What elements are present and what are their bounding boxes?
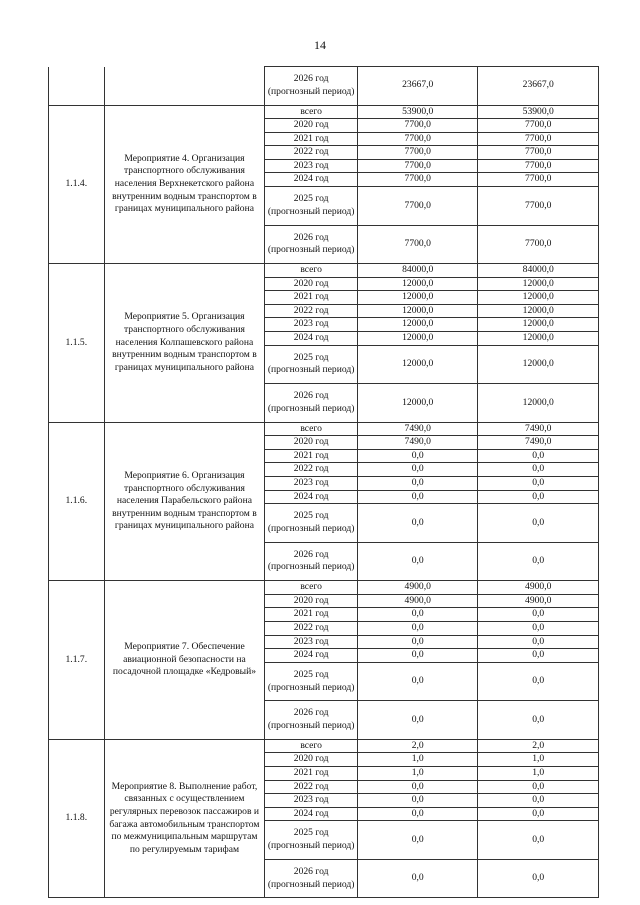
value-cell: 0,0 (357, 490, 478, 504)
value-cell: 1,0 (357, 766, 478, 780)
value-cell: 0,0 (478, 449, 599, 463)
period-label: 2021 год (265, 608, 358, 622)
period-label: 2021 год (265, 132, 358, 146)
value-cell: 0,0 (478, 662, 599, 701)
measure-number: 1.1.6. (49, 422, 105, 581)
value-cell: 12000,0 (478, 384, 599, 423)
value-cell: 1,0 (357, 753, 478, 767)
value-cell: 7490,0 (478, 422, 599, 436)
measure-description: Мероприятие 4. Организация транспортного обслуживания населения Верхнекетского района внутренним водным транспортом в границах муниципального района (104, 105, 265, 264)
value-cell: 23667,0 (357, 67, 478, 106)
period-label: 2026 год (прогнозный период) (265, 225, 358, 264)
page-number: 14 (314, 38, 326, 52)
value-cell: 7700,0 (357, 187, 478, 226)
value-cell: 0,0 (478, 859, 599, 898)
value-cell: 12000,0 (357, 277, 478, 291)
value-cell: 7700,0 (478, 146, 599, 160)
value-cell: 12000,0 (478, 277, 599, 291)
value-cell: 0,0 (357, 621, 478, 635)
value-cell: 7700,0 (478, 132, 599, 146)
value-cell: 53900,0 (357, 105, 478, 119)
value-cell: 12000,0 (478, 318, 599, 332)
period-label: 2023 год (265, 477, 358, 491)
value-cell: 7700,0 (357, 159, 478, 173)
measure-number (49, 67, 105, 106)
value-cell: 0,0 (478, 701, 599, 740)
value-cell: 0,0 (357, 608, 478, 622)
value-cell: 7700,0 (478, 173, 599, 187)
period-label: 2024 год (265, 332, 358, 346)
value-cell: 4900,0 (478, 594, 599, 608)
period-label: 2023 год (265, 159, 358, 173)
period-label: 2020 год (265, 119, 358, 133)
measure-description: Мероприятие 6. Организация транспортного обслуживания населения Парабельского района внутренним водным транспортом в границах муниципального района (104, 422, 265, 581)
period-label: всего (265, 264, 358, 278)
value-cell: 7700,0 (357, 119, 478, 133)
period-label: всего (265, 105, 358, 119)
period-label: 2020 год (265, 594, 358, 608)
table-row (49, 739, 599, 753)
period-label: 2020 год (265, 753, 358, 767)
value-cell: 2,0 (478, 739, 599, 753)
value-cell: 7490,0 (478, 436, 599, 450)
value-cell: 0,0 (357, 701, 478, 740)
value-cell: 84000,0 (357, 264, 478, 278)
period-label: 2022 год (265, 146, 358, 160)
period-label: 2023 год (265, 794, 358, 808)
value-cell: 4900,0 (478, 581, 599, 595)
value-cell: 7700,0 (478, 187, 599, 226)
period-label: всего (265, 422, 358, 436)
value-cell: 0,0 (478, 490, 599, 504)
value-cell: 0,0 (478, 821, 599, 860)
value-cell: 0,0 (478, 621, 599, 635)
value-cell: 7490,0 (357, 422, 478, 436)
period-label: 2022 год (265, 304, 358, 318)
period-label: 2020 год (265, 277, 358, 291)
value-cell: 12000,0 (357, 318, 478, 332)
value-cell: 12000,0 (357, 384, 478, 423)
value-cell: 53900,0 (478, 105, 599, 119)
value-cell: 0,0 (478, 504, 599, 543)
value-cell: 7490,0 (357, 436, 478, 450)
value-cell: 0,0 (478, 477, 599, 491)
value-cell: 0,0 (357, 807, 478, 821)
value-cell: 0,0 (478, 807, 599, 821)
value-cell: 4900,0 (357, 594, 478, 608)
value-cell: 0,0 (357, 463, 478, 477)
value-cell: 0,0 (478, 780, 599, 794)
value-cell: 7700,0 (357, 132, 478, 146)
table-row (49, 67, 599, 106)
period-label: 2026 год (прогнозный период) (265, 67, 358, 106)
value-cell: 7700,0 (478, 159, 599, 173)
value-cell: 12000,0 (478, 345, 599, 384)
period-label: 2023 год (265, 318, 358, 332)
period-label: 2024 год (265, 490, 358, 504)
period-label: 2022 год (265, 463, 358, 477)
value-cell: 12000,0 (357, 304, 478, 318)
period-label: 2022 год (265, 780, 358, 794)
period-label: 2024 год (265, 649, 358, 663)
value-cell: 0,0 (357, 477, 478, 491)
value-cell: 12000,0 (357, 345, 478, 384)
measure-number: 1.1.5. (49, 264, 105, 423)
measure-description: Мероприятие 8. Выполнение работ, связанных с осуществлением регулярных перевозок пассажиров и багажа автомобильным транспортом по межмуниципальным маршрутам по регулируемым тарифам (104, 739, 265, 898)
value-cell: 0,0 (478, 635, 599, 649)
value-cell: 0,0 (357, 859, 478, 898)
value-cell: 23667,0 (478, 67, 599, 106)
value-cell: 0,0 (478, 608, 599, 622)
value-cell: 0,0 (357, 542, 478, 581)
value-cell: 12000,0 (357, 332, 478, 346)
period-label: 2025 год (прогнозный период) (265, 504, 358, 543)
value-cell: 4900,0 (357, 581, 478, 595)
value-cell: 0,0 (357, 821, 478, 860)
period-label: 2021 год (265, 291, 358, 305)
value-cell: 7700,0 (357, 173, 478, 187)
value-cell: 7700,0 (478, 119, 599, 133)
value-cell: 0,0 (357, 449, 478, 463)
period-label: 2026 год (прогнозный период) (265, 542, 358, 581)
table-row (49, 264, 599, 278)
value-cell: 0,0 (357, 635, 478, 649)
value-cell: 12000,0 (478, 291, 599, 305)
value-cell: 1,0 (478, 753, 599, 767)
period-label: 2022 год (265, 621, 358, 635)
period-label: 2024 год (265, 807, 358, 821)
period-label: 2020 год (265, 436, 358, 450)
value-cell: 12000,0 (478, 304, 599, 318)
table-row (49, 105, 599, 119)
value-cell: 0,0 (357, 649, 478, 663)
table-row (49, 422, 599, 436)
period-label: 2026 год (прогнозный период) (265, 701, 358, 740)
measure-number: 1.1.7. (49, 581, 105, 740)
period-label: 2021 год (265, 449, 358, 463)
value-cell: 7700,0 (357, 146, 478, 160)
period-label: 2026 год (прогнозный период) (265, 384, 358, 423)
value-cell: 0,0 (357, 794, 478, 808)
value-cell: 0,0 (357, 504, 478, 543)
measure-description: Мероприятие 7. Обеспечение авиационной безопасности на посадочной площадке «Кедровый» (104, 581, 265, 740)
period-label: 2025 год (прогнозный период) (265, 187, 358, 226)
value-cell: 1,0 (478, 766, 599, 780)
value-cell: 0,0 (478, 463, 599, 477)
period-label: 2025 год (прогнозный период) (265, 345, 358, 384)
measure-number: 1.1.8. (49, 739, 105, 898)
measure-description: Мероприятие 5. Организация транспортного обслуживания населения Колпашевского района внутренним водным транспортом в границах муниципального района (104, 264, 265, 423)
period-label: 2026 год (прогнозный период) (265, 859, 358, 898)
period-label: 2021 год (265, 766, 358, 780)
funding-table (48, 66, 599, 898)
measure-number: 1.1.4. (49, 105, 105, 264)
period-label: всего (265, 739, 358, 753)
table-row (49, 581, 599, 595)
value-cell: 84000,0 (478, 264, 599, 278)
period-label: всего (265, 581, 358, 595)
period-label: 2024 год (265, 173, 358, 187)
value-cell: 7700,0 (478, 225, 599, 264)
period-label: 2025 год (прогнозный период) (265, 662, 358, 701)
value-cell: 2,0 (357, 739, 478, 753)
value-cell: 7700,0 (357, 225, 478, 264)
value-cell: 0,0 (357, 780, 478, 794)
measure-description (104, 67, 265, 106)
value-cell: 12000,0 (357, 291, 478, 305)
value-cell: 0,0 (478, 542, 599, 581)
period-label: 2023 год (265, 635, 358, 649)
value-cell: 0,0 (478, 649, 599, 663)
value-cell: 0,0 (357, 662, 478, 701)
period-label: 2025 год (прогнозный период) (265, 821, 358, 860)
value-cell: 0,0 (478, 794, 599, 808)
value-cell: 12000,0 (478, 332, 599, 346)
